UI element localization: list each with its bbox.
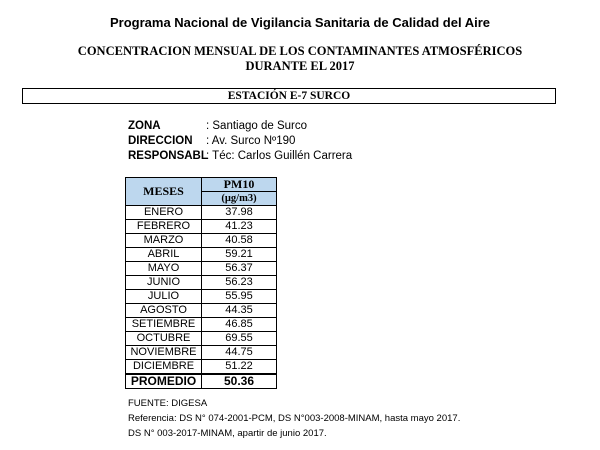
zona-value: : Santiago de Surco [206, 120, 308, 132]
table-row [126, 346, 277, 360]
report-title-line-2: DURANTE EL 2017 [245, 59, 355, 73]
average-label: PROMEDIO [126, 374, 202, 389]
responsable-label: RESPONSABL [128, 150, 208, 162]
month-cell: NOVIEMBRE [126, 346, 202, 360]
source-note: FUENTE: DIGESA [128, 398, 208, 409]
month-cell: AGOSTO [126, 304, 202, 318]
reference-note-1: Referencia: DS N° 074-2001-PCM, DS N°003-2008-MINAM, hasta mayo 2017. [128, 413, 461, 424]
pm10-value-cell: 55.95 [202, 290, 277, 304]
table-row [126, 248, 277, 262]
average-row [126, 374, 277, 389]
table-row [126, 360, 277, 375]
month-cell: SETIEMBRE [126, 318, 202, 332]
station-banner: ESTACIÓN E-7 SURCO [22, 88, 556, 104]
table-row [126, 304, 277, 318]
table-row [126, 262, 277, 276]
table-row [126, 206, 277, 220]
average-value: 50.36 [202, 374, 277, 389]
reference-note-2: DS N° 003-2017-MINAM, apartir de junio 2017. [128, 428, 327, 439]
pm10-value-cell: 40.58 [202, 234, 277, 248]
month-cell: MARZO [126, 234, 202, 248]
table-row [126, 332, 277, 346]
pm10-value-cell: 56.37 [202, 262, 277, 276]
table-row [126, 318, 277, 332]
direccion-value: : Av. Surco Nº190 [206, 135, 296, 147]
table-row [126, 220, 277, 234]
pm10-value-cell: 46.85 [202, 318, 277, 332]
pm10-value-cell: 56.23 [202, 276, 277, 290]
table-row [126, 276, 277, 290]
direccion-label: DIRECCION [128, 135, 193, 147]
pm10-value-cell: 44.75 [202, 346, 277, 360]
table-row [126, 290, 277, 304]
month-cell: OCTUBRE [126, 332, 202, 346]
pm10-value-cell: 59.21 [202, 248, 277, 262]
month-cell: MAYO [126, 262, 202, 276]
pm10-value-cell: 69.55 [202, 332, 277, 346]
pm10-table [125, 177, 277, 389]
pollutant-column-header: PM10 [202, 178, 277, 192]
unit-header: (µg/m3) [202, 192, 277, 206]
month-cell: JULIO [126, 290, 202, 304]
month-cell: DICIEMBRE [126, 360, 202, 375]
table-row [126, 234, 277, 248]
table-header-row [126, 178, 277, 192]
pm10-value-cell: 51.22 [202, 360, 277, 375]
report-title-line-1: CONCENTRACION MENSUAL DE LOS CONTAMINANTES ATMOSFÉRICOS [77, 44, 523, 58]
pm10-value-cell: 37.98 [202, 206, 277, 220]
zona-label: ZONA [128, 120, 161, 132]
month-cell: ABRIL [126, 248, 202, 262]
program-title: Programa Nacional de Vigilancia Sanitaria de Calidad del Aire [109, 15, 491, 30]
months-column-header: MESES [126, 178, 202, 206]
pm10-value-cell: 44.35 [202, 304, 277, 318]
pm10-value-cell: 41.23 [202, 220, 277, 234]
month-cell: FEBRERO [126, 220, 202, 234]
month-cell: JUNIO [126, 276, 202, 290]
month-cell: ENERO [126, 206, 202, 220]
responsable-value: : Téc: Carlos Guillén Carrera [206, 150, 353, 162]
